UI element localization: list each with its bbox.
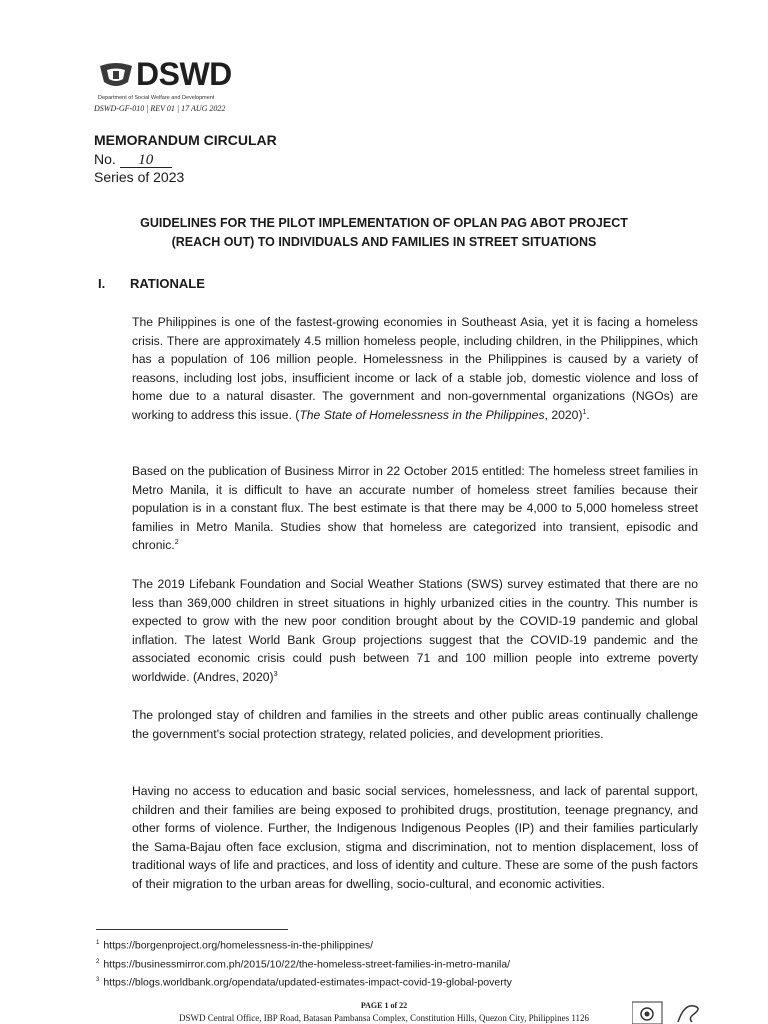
footnote-number: 2 [96,958,100,965]
paragraph-1-text: The Philippines is one of the fastest-growing economies in Southeast Asia, yet it is facing a homeless crisis. There are approximately 4.5 million homeless people, including children, in the Philippines, which has a population of 106 million people. Homelessness in the Philippines is caused by a variety of reasons, including lost jobs, insufficient income or lack of a stable job, domestic violence and loss of home due to a natural disaster. The government and non-governmental organizations (NGOs) are working to address this issue. ( [132,315,698,422]
section-title: RATIONALE [130,276,205,291]
logo-subtext: Department of Social Welfare and Development [98,95,215,101]
document-title [96,214,672,252]
paragraph-1 [132,313,698,425]
paragraph-4 [132,706,698,743]
paragraph-3 [132,575,698,687]
footnote-link[interactable]: https://borgenproject.org/homelessness-in-the-philippines/ [103,939,373,952]
footnote-number: 1 [96,940,100,946]
memo-number-label: No. [94,151,116,167]
footnote-ref-1: 1 [582,408,587,416]
memo-number [94,151,172,168]
footnote-divider [96,929,288,930]
paragraph-1-tail: . [586,407,590,422]
memo-series: Series of 2023 [94,169,185,185]
paragraph-5 [132,782,698,894]
section-number: I. [98,276,106,291]
footnote-link[interactable]: https://blogs.worldbank.org/opendata/updated-estimates-impact-covid-19-global-poverty [103,976,512,989]
paragraph-5-text: Having no access to education and basic social services, homelessness, and lack of parental support, children and their families are being exposed to prohibited drugs, prostitution, teenage pregnancy, and other forms of violence. Further, the Indigenous Indigenous Peoples (IP) and their families particularly the Sama-Bajau often face exclusion, stigma and discrimination, not to mention displacement, loss of traditional ways of life and practices, and loss of identity and culture. These are some of the push factors of their migration to the urban areas for dwelling, socio-cultural, and economic activities. [132,784,698,891]
page-number: PAGE 1 of 22 [360,1001,408,1010]
paragraph-2-text: Based on the publication of Business Mirror in 22 October 2015 entitled: The homeless street families in Metro Manila, it is difficult to have an accurate number of homeless street families because their population is in a constant flux. The best estimate is that there may be 4,000 to 5,000 homeless street families in Metro Manila. Studies show that homeless are categorized into transient, episodic and chronic. [132,464,698,553]
footnote-3 [96,972,512,991]
office-address: DSWD Central Office, IBP Road, Batasan Pambansa Complex, Constitution Hills, Quezon City, Philippines 1126 [178,1013,590,1023]
footnotes [96,935,512,991]
footnote-1 [96,935,512,954]
memo-type: MEMORANDUM CIRCULAR [94,132,277,148]
section-heading [98,276,205,291]
title-line-1: GUIDELINES FOR THE PILOT IMPLEMENTATION OF OPLAN PAG ABOT PROJECT [140,216,628,230]
paragraph-2 [132,462,698,555]
dswd-emblem-icon [98,62,134,90]
logo-text: DSWD [136,56,232,92]
paragraph-1-citation-end: , 2020) [544,407,583,422]
paragraph-1-citation: The State of Homelessness in the Philippines [299,407,545,422]
paragraph-3-text: The 2019 Lifebank Foundation and Social Weather Stations (SWS) survey estimated that there are no less than 369,000 children in street situations in highly urbanized cities in the country. This number is expected to grow with the new poor condition brought about by the COVID-19 pandemic and global inflation. The latest World Bank Group projections suggest that the COVID-19 pandemic and the associated economic crisis could push between 71 and 100 million people into extreme poverty worldwide. (Andres, 2020) [132,577,698,684]
footnote-number: 3 [96,977,100,983]
certification-seals-icon [632,1000,712,1024]
footnote-link[interactable]: https://businessmirror.com.ph/2015/10/22/the-homeless-street-families-in-metro-manila/ [103,958,511,970]
paragraph-4-text: The prolonged stay of children and families in the streets and other public areas continually challenge the government's social protection strategy, related policies, and development priorities. [132,708,698,741]
footnote-ref-3: 3 [273,670,278,678]
memo-number-value: 10 [120,153,172,168]
footnote-2 [96,954,512,973]
footnote-ref-2: 2 [174,539,179,547]
title-line-2: (REACH OUT) TO INDIVIDUALS AND FAMILIES IN STREET SITUATIONS [171,235,597,249]
form-code: DSWD-GF-010 | REV 01 | 17 AUG 2022 [94,104,226,113]
